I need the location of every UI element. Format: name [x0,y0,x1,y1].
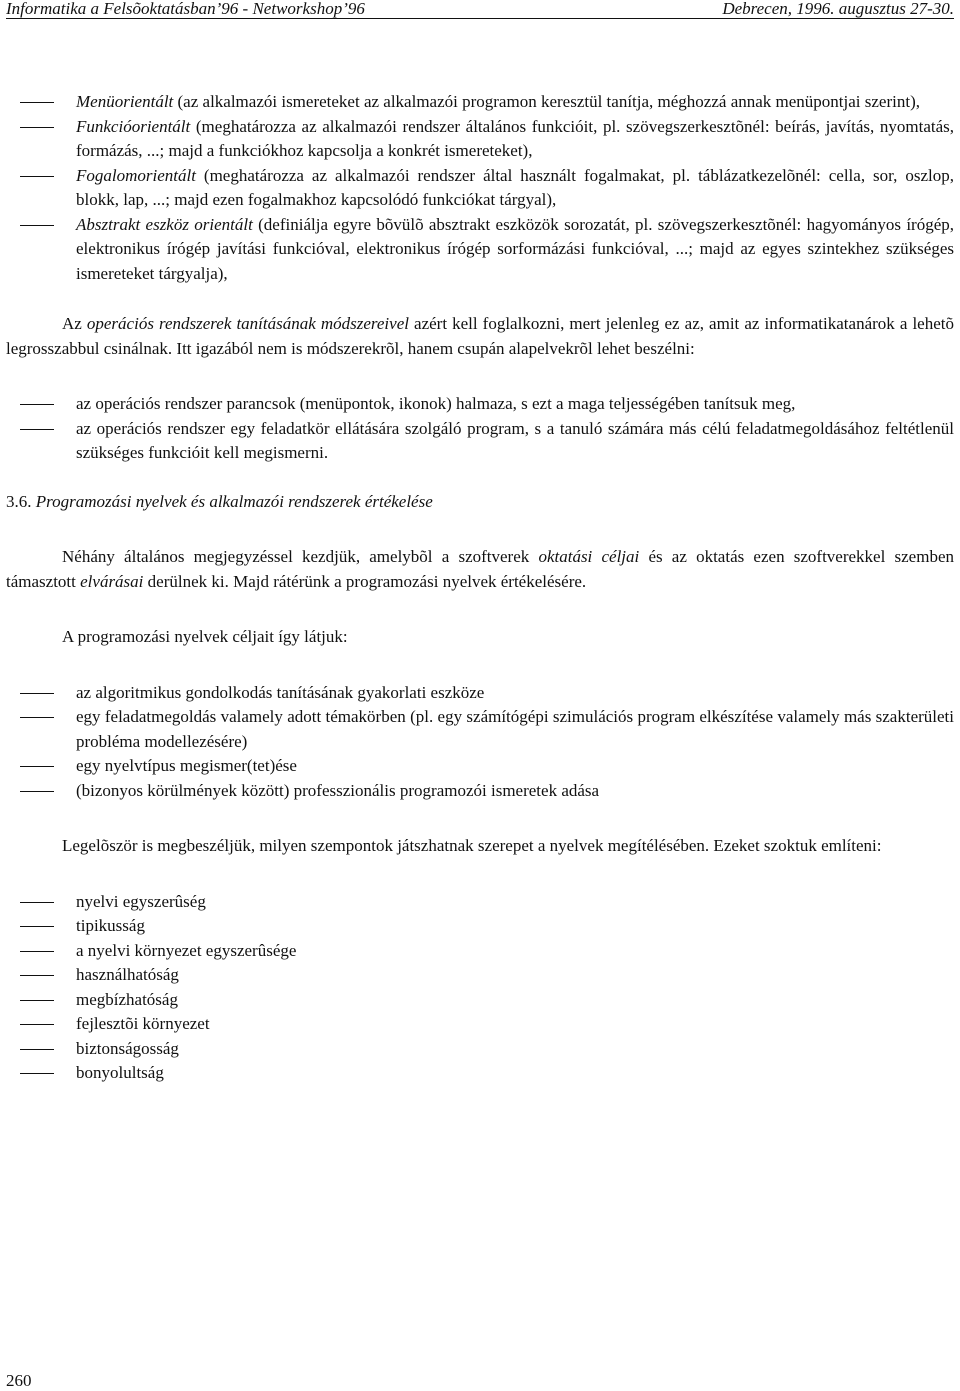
dash-bullet [20,951,54,952]
item-text: a nyelvi környezet egyszerûsége [76,940,297,960]
dash-bullet [20,429,54,430]
list-item [6,754,954,779]
list-item [6,90,954,115]
running-header [6,0,954,19]
dash-bullet [20,1049,54,1050]
list-item [6,914,954,939]
list-item [6,392,954,417]
list-item [6,939,954,964]
list-item [6,213,954,287]
paragraph-criteria-intro: Legelõször is megbeszéljük, milyen szempontok játszhatnak szerepet a nyelvek megítélésében. Ezeket szoktuk említeni: [62,836,882,855]
list-item [6,779,954,804]
item-text: nyelvi egyszerûség [76,891,206,911]
term: Menüorientált [76,92,174,111]
paragraph-os-teaching: Az operációs rendszerek tanításának módszereivel azért kell foglalkozni, mert jelenleg ez az, amit az informatikatanárok a lehetõ legrosszabbul csinálnak. Itt igazából nem is módszerekrõl, hanem csupán alapelvekrõl lehet beszélni: [6,314,954,358]
dash-bullet [20,1024,54,1025]
item-text: egy feladatmegoldás valamely adott témakörben (pl. egy számítógépi szimulációs program elkészítése valamely más szakterületi probléma modellezésére) [76,707,954,751]
dash-bullet [20,693,54,694]
list-principles [6,392,954,466]
header-conference: Informatika a Felsõoktatásban’96 - Networkshop’96 [6,0,365,18]
item-text: fejlesztõi környezet [76,1014,210,1033]
list-item [6,681,954,706]
section-title: Programozási nyelvek és alkalmazói rendszerek értékelése [35,491,433,511]
list-item [6,705,954,754]
paragraph-goals-intro: A programozási nyelvek céljait így látjuk: [62,627,348,646]
item-text: (meghatározza az alkalmazói rendszer által használt fogalmakat, pl. táblázatkezelõnél: cella, sor, oszlop, blokk, lap, ...; majd ezen fogalmakhoz kapcsolódó funkciókat tárgyal), [76,165,954,209]
list-item [6,963,954,988]
item-text: megbízhatóság [76,989,178,1009]
item-text: (bizonyos körülmények között) professzionális programozói ismeretek adása [76,780,600,800]
item-text: (definiálja egyre bõvülõ absztrakt eszközök sorozatát, pl. szövegszerkesztõnél: hagyományos írógép, elektronikus írógép javítási funkcióval, elektronikus írógép sorformázási funkcióval, ...; majd az egyes szintekhez szükséges ismereteket tárgyalja), [76,214,954,283]
dash-bullet [20,127,54,128]
body-text [6,90,954,1086]
item-text: bonyolultság [76,1063,164,1082]
list-criteria [6,890,954,1086]
dash-bullet [20,926,54,927]
list-item [6,890,954,915]
dash-bullet [20,975,54,976]
item-text: (meghatározza az alkalmazói rendszer általános funkcióit, pl. szövegszerkesztõnél: beírás, javítás, nyomtatás, formázás, ...; majd a funkciókhoz kapcsolja a konkrét ismereteket), [76,116,954,160]
dash-bullet [20,1000,54,1001]
dash-bullet [20,225,54,226]
term: Funkcióorientált [76,116,191,136]
list-item [6,417,954,466]
list-item [6,115,954,164]
term: Fogalomorientált [76,165,196,185]
list-goals [6,681,954,804]
dash-bullet [20,176,54,177]
dash-bullet [20,404,54,405]
item-text: az algoritmikus gondolkodás tanításának gyakorlati eszköze [76,682,485,702]
section-heading [6,490,954,515]
list-item [6,1012,954,1037]
list-item [6,1037,954,1062]
item-text: az operációs rendszer parancsok (menüpontok, ikonok) halmaza, s ezt a maga teljességében tanítsuk meg, [76,394,796,413]
list-orientations [6,90,954,286]
header-place-date: Debrecen, 1996. augusztus 27-30. [722,0,954,18]
paragraph-intro: Néhány általános megjegyzéssel kezdjük, amelybõl a szoftverek oktatási céljai és az oktatás ezen szoftverekkel szemben támasztott elvárásai derülnek ki. Majd rátérünk a programozási nyelvek értékelésére. [6,547,954,591]
item-text: tipikusság [76,916,145,935]
dash-bullet [20,902,54,903]
list-item [6,1061,954,1086]
item-text: használhatóság [76,965,179,984]
dash-bullet [20,102,54,103]
dash-bullet [20,717,54,718]
dash-bullet [20,766,54,767]
list-item [6,988,954,1013]
item-text: biztonságosság [76,1038,179,1058]
item-text: az operációs rendszer egy feladatkör ellátására szolgáló program, s a tanuló számára más célú feladatmegoldásához feltétlenül szükséges funkcióit kell megismerni. [76,418,954,462]
item-text: (az alkalmazói ismereteket az alkalmazói programon keresztül tanítja, méghozzá annak menüpontjai szerint), [173,92,920,111]
list-item [6,164,954,213]
dash-bullet [20,1073,54,1074]
term: Absztrakt eszköz orientált [76,214,253,234]
item-text: egy nyelvtípus megismer(tet)ése [76,756,297,775]
dash-bullet [20,791,54,792]
page-number: 260 [6,1371,32,1390]
section-number: 3.6. [6,491,32,511]
